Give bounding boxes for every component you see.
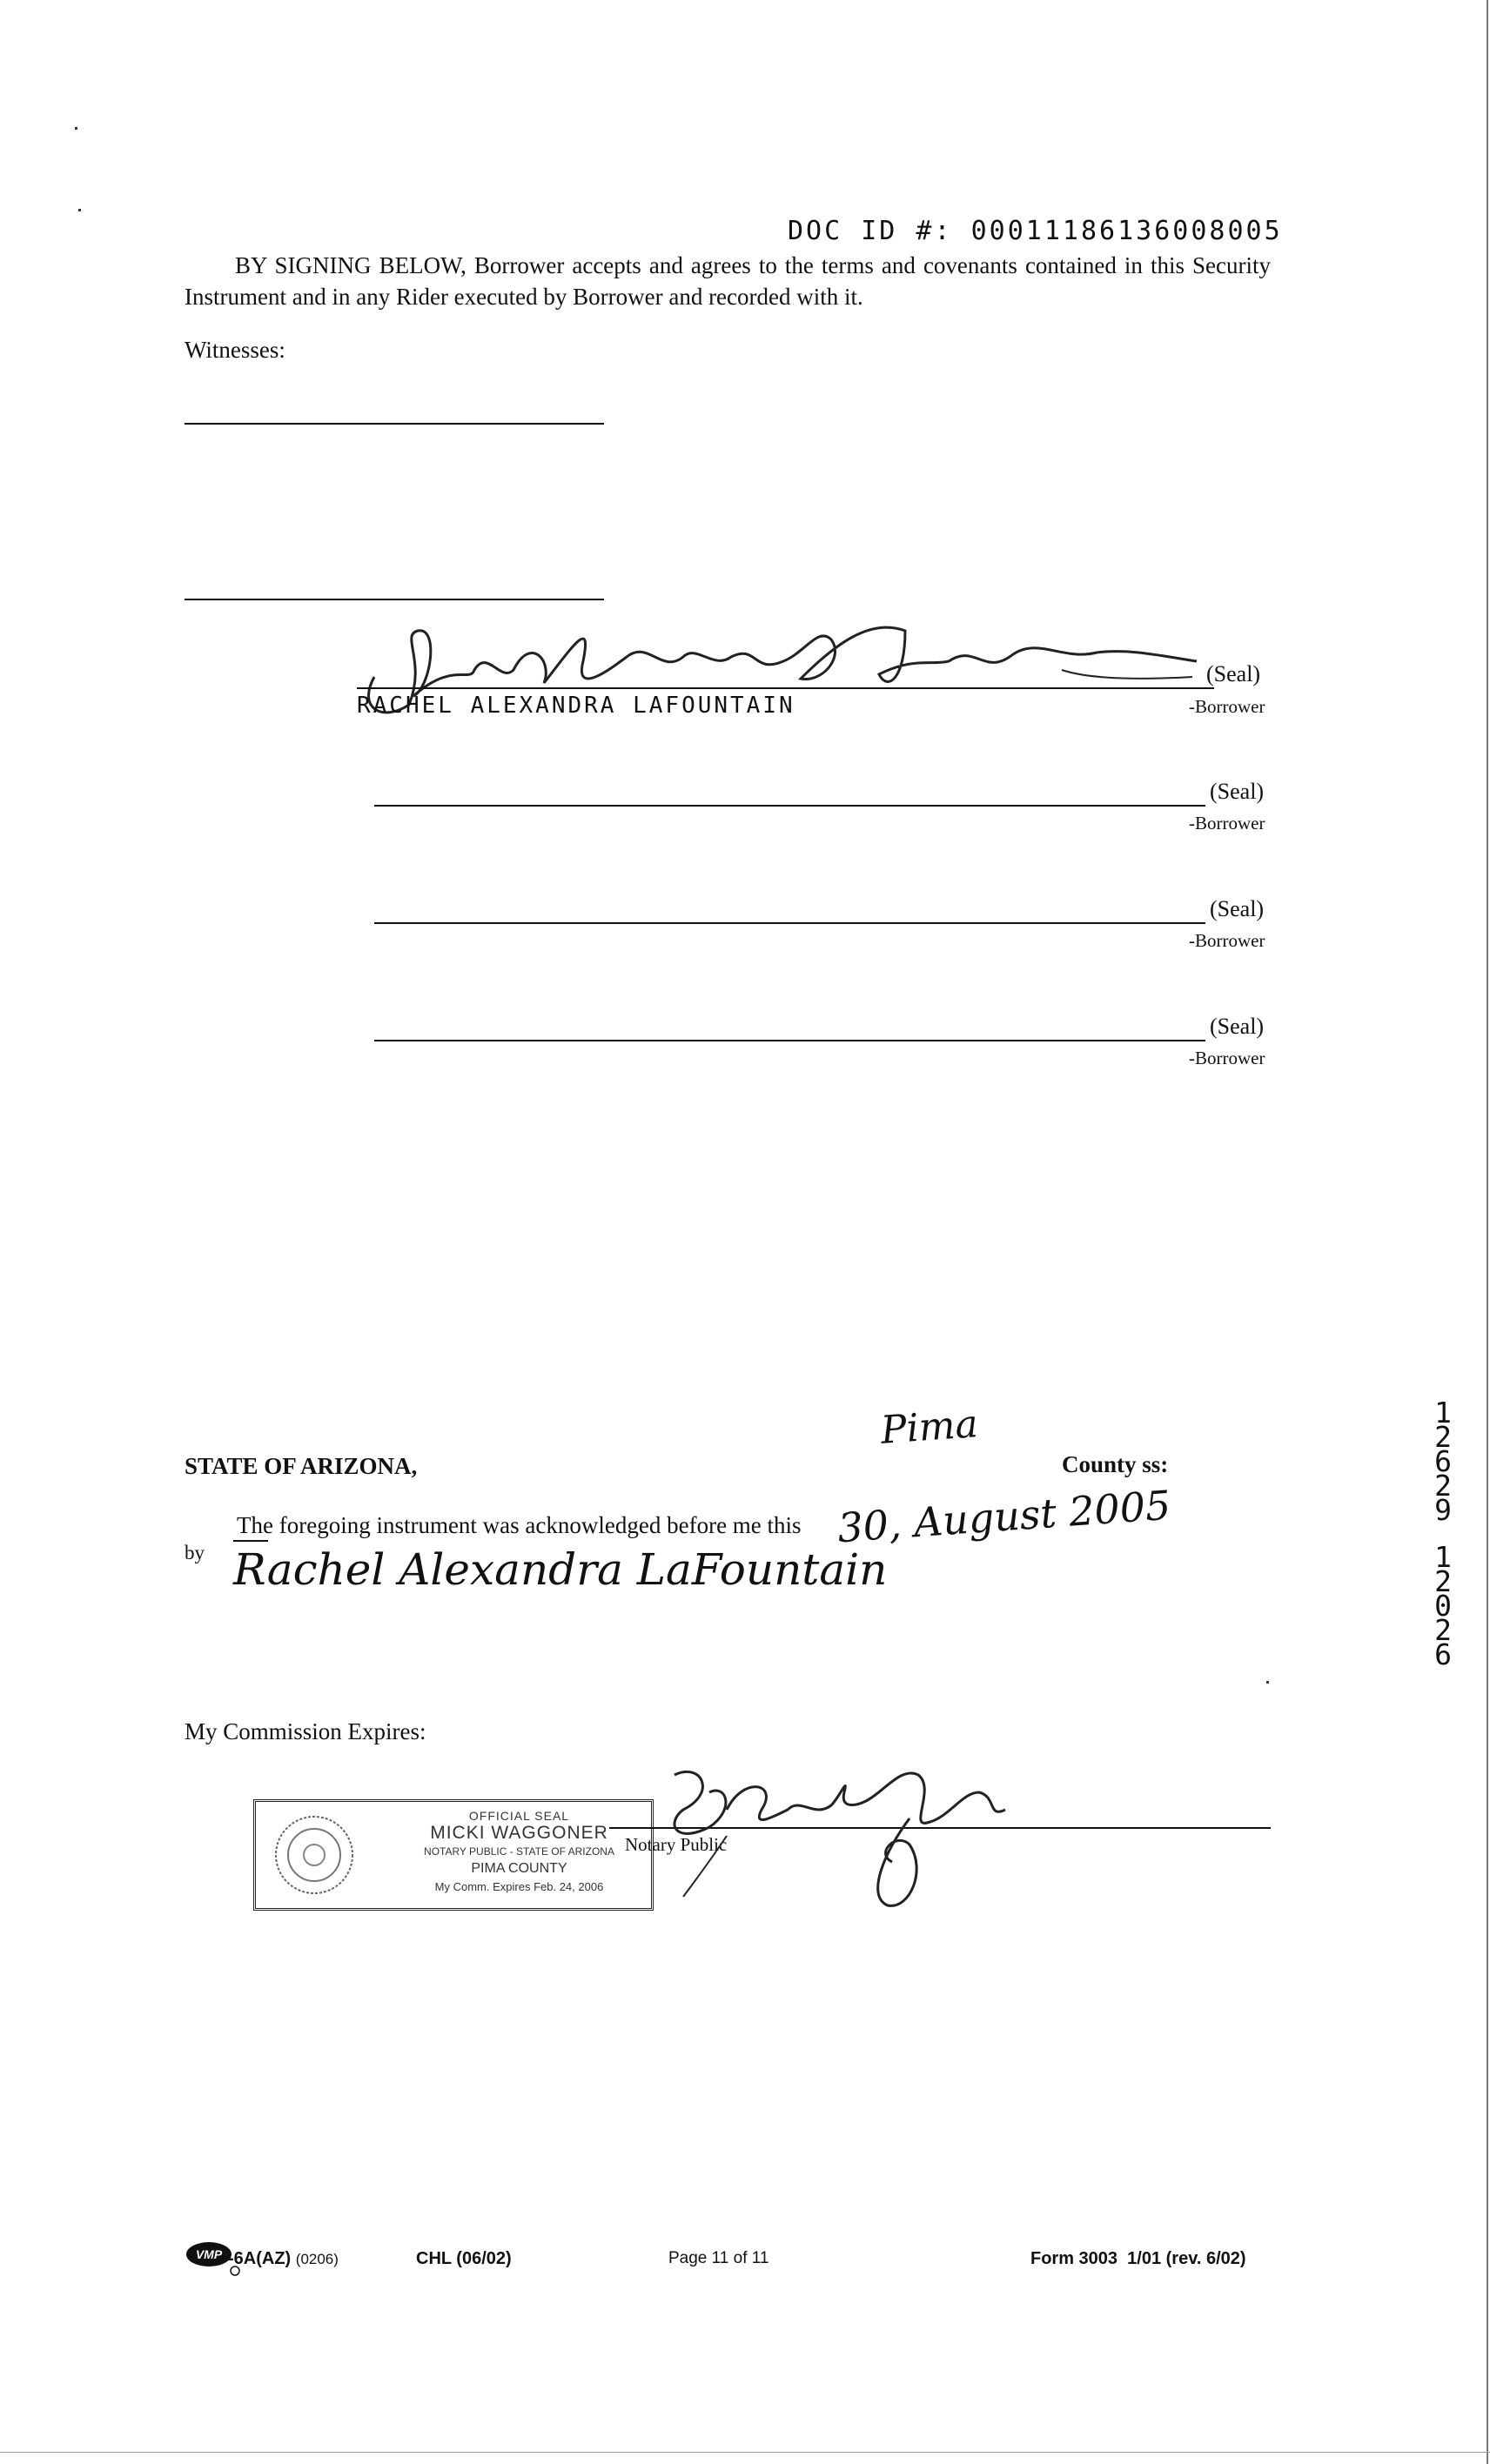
witnesses-label: Witnesses: — [185, 337, 285, 363]
witness-line-1 — [185, 423, 604, 425]
margin-digit: 9 — [1434, 1493, 1452, 1527]
county-label: County ss: — [1062, 1451, 1169, 1477]
doc-id: DOC ID #: 00011186136008005 — [788, 216, 1283, 246]
acknowledgment-text: The foregoing instrument was acknowledged before me this — [237, 1512, 802, 1538]
margin-digit: 2 — [1434, 1469, 1452, 1503]
borrower-printed-name: RACHEL ALEXANDRA LAFOUNTAIN — [357, 693, 795, 719]
footer-page-number: Page 11 of 11 — [668, 2249, 769, 2267]
date-handwritten: 30, August 2005 — [836, 1481, 1172, 1552]
county-handwritten: Pima — [879, 1402, 980, 1453]
margin-digit: 6 — [1434, 1444, 1452, 1478]
notary-seal-icon — [273, 1814, 356, 1897]
notary-signature — [648, 1758, 1031, 1914]
signature-line-1 — [357, 687, 1214, 689]
scan-speck — [75, 127, 77, 130]
stamp-line-3: NOTARY PUBLIC - STATE OF ARIZONA — [424, 1845, 614, 1858]
commission-label: My Commission Expires: — [185, 1718, 426, 1744]
seal-label-1: (Seal) — [1206, 661, 1261, 686]
borrower-label-1: -Borrower — [1189, 696, 1265, 717]
margin-digit: 2 — [1434, 1420, 1452, 1454]
form-code: -6A(AZ) — [228, 2249, 292, 2268]
recording-margin-stamp — [1427, 1396, 1459, 1671]
name-handwritten: Rachel Alexandra LaFountain — [233, 1544, 888, 1595]
stamp-line-2: MICKI WAGGONER — [430, 1823, 608, 1843]
footer-chl: CHL (06/02) — [416, 2249, 512, 2268]
margin-digit: 1 — [1434, 1396, 1452, 1430]
margin-digit: 2 — [1434, 1564, 1452, 1598]
footer-form-code — [228, 2249, 339, 2269]
signature-line-4 — [374, 1040, 1205, 1041]
vmp-logo-text: VMP — [195, 2247, 223, 2261]
seal-label-3: (Seal) — [1210, 896, 1265, 921]
notary-public-label: Notary Public — [625, 1834, 728, 1855]
borrower-label-2: -Borrower — [1189, 813, 1265, 834]
signing-paragraph: BY SIGNING BELOW, Borrower accepts and agrees to the terms and covenants contained in this Security Instrument and in any Rider executed by Borrower and recorded with it. — [185, 252, 1271, 310]
scan-speck — [1266, 1681, 1269, 1684]
stamp-line-5: My Comm. Expires Feb. 24, 2006 — [434, 1880, 604, 1893]
stamp-line-1: OFFICIAL SEAL — [468, 1809, 570, 1823]
by-label: by — [185, 1542, 205, 1563]
notary-stamp — [253, 1799, 654, 1911]
form-date: (0206) — [295, 2251, 339, 2267]
scan-edge — [1487, 0, 1488, 2464]
stamp-line-4: PIMA COUNTY — [471, 1861, 567, 1876]
scan-bottom-edge — [0, 2452, 1490, 2453]
margin-digit: 1 — [1434, 1540, 1452, 1574]
signature-line-2 — [374, 805, 1205, 807]
footer-form-number: Form 3003 1/01 (rev. 6/02) — [1030, 2249, 1246, 2268]
signature-line-3 — [374, 922, 1205, 924]
witness-line-2 — [185, 599, 604, 600]
seal-label-4: (Seal) — [1210, 1014, 1265, 1039]
seal-label-2: (Seal) — [1210, 779, 1265, 804]
ack-underline — [233, 1540, 268, 1542]
margin-digit: 2 — [1434, 1613, 1452, 1647]
margin-digit: 0 — [1434, 1589, 1452, 1623]
scan-speck — [78, 209, 81, 211]
borrower-label-4: -Borrower — [1189, 1048, 1265, 1068]
borrower-label-3: -Borrower — [1189, 930, 1265, 951]
state-label: STATE OF ARIZONA, — [185, 1453, 418, 1479]
margin-digit: 6 — [1434, 1637, 1452, 1671]
